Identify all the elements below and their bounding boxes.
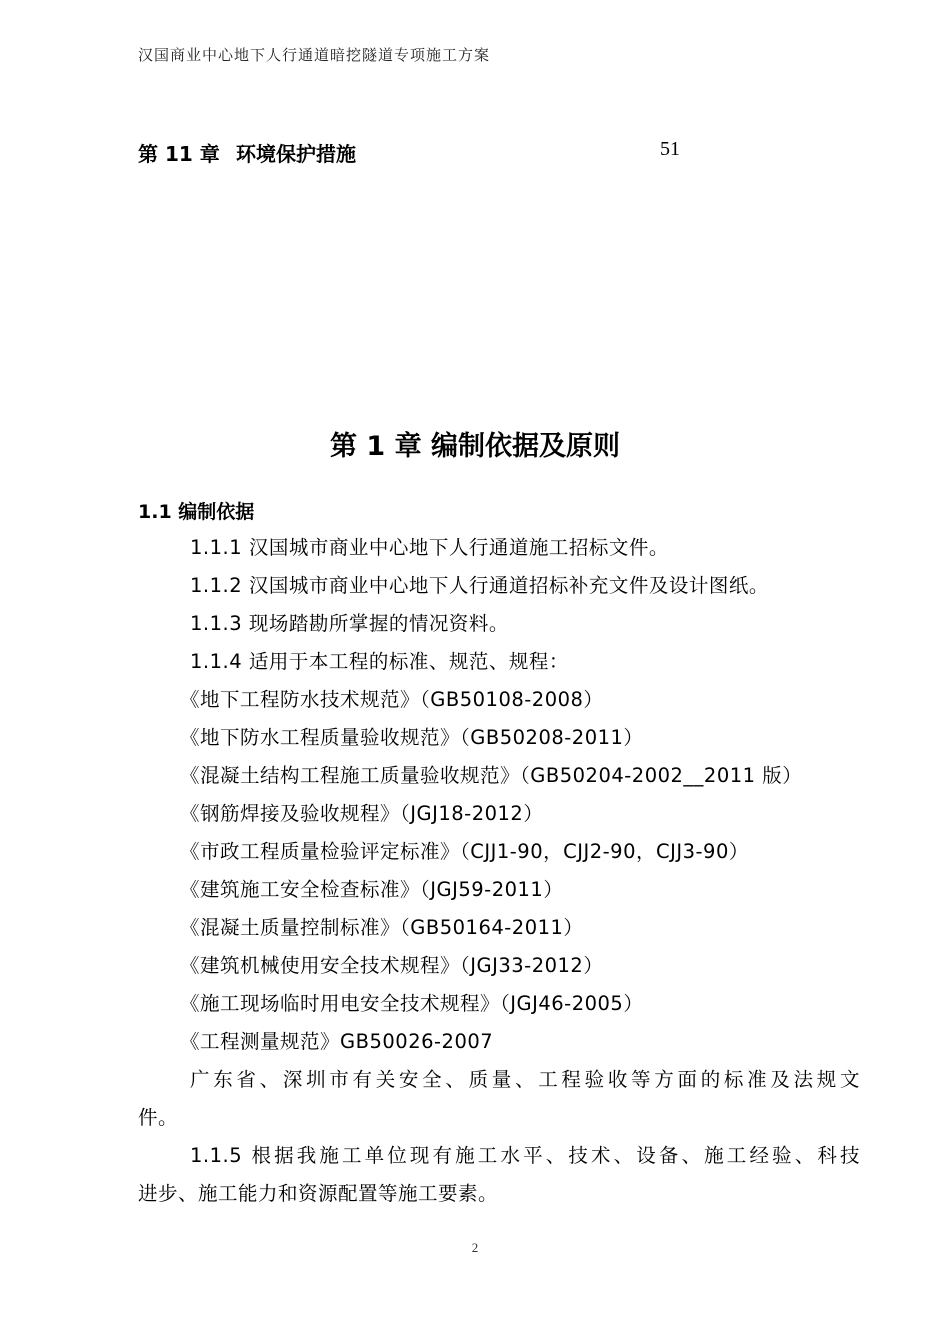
- standard-item: 《市政工程质量检验评定标准》（CJJ1-90，CJJ2-90，CJJ3-90）: [180, 840, 749, 863]
- basis-item: 1.1.4 适用于本工程的标准、规范、规程：: [190, 650, 569, 673]
- toc-chapter-number: 第 11 章: [138, 142, 220, 166]
- page-header: 汉国商业中心地下人行通道暗挖隧道专项施工方案: [138, 46, 491, 64]
- item-115-paragraph-line: 1.1.5 根据我施工单位现有施工水平、技术、设备、施工经验、科技: [190, 1144, 860, 1167]
- page-number: 2: [471, 1240, 479, 1255]
- standard-item: 《建筑施工安全检查标准》（JGJ59-2011）: [180, 878, 564, 901]
- local-standards-paragraph-line: 广东省、深圳市有关安全、质量、工程验收等方面的标准及法规文: [190, 1068, 860, 1091]
- toc-page-number: 51: [660, 138, 680, 160]
- toc-entry[interactable]: [138, 138, 698, 166]
- standard-item: 《混凝土质量控制标准》（GB50164-2011）: [180, 916, 584, 939]
- basis-item: 1.1.1 汉国城市商业中心地下人行通道施工招标文件。: [190, 536, 669, 559]
- toc-chapter-title: 环境保护措施: [236, 142, 356, 166]
- local-standards-paragraph-line: 件。: [138, 1106, 179, 1129]
- basis-item: 1.1.2 汉国城市商业中心地下人行通道招标补充文件及设计图纸。: [190, 574, 769, 597]
- standard-item: 《地下工程防水技术规范》（GB50108-2008）: [180, 688, 604, 711]
- standard-item: 《混凝土结构工程施工质量验收规范》（GB50204-2002__2011 版）: [180, 764, 803, 787]
- standard-item: 《钢筋焊接及验收规程》（JGJ18-2012）: [180, 802, 544, 825]
- standard-item: 《施工现场临时用电安全技术规程》（JGJ46-2005）: [180, 992, 644, 1015]
- chapter-title: 第 1 章 编制依据及原则: [330, 431, 620, 462]
- standard-item: 《工程测量规范》GB50026-2007: [180, 1030, 494, 1053]
- section-title: 1.1 编制依据: [138, 501, 255, 523]
- standard-item: 《地下防水工程质量验收规范》（GB50208-2011）: [180, 726, 644, 749]
- basis-item: 1.1.3 现场踏勘所掌握的情况资料。: [190, 612, 509, 635]
- item-115-paragraph-line: 进步、施工能力和资源配置等施工要素。: [138, 1182, 499, 1205]
- standard-item: 《建筑机械使用安全技术规程》（JGJ33-2012）: [180, 954, 604, 977]
